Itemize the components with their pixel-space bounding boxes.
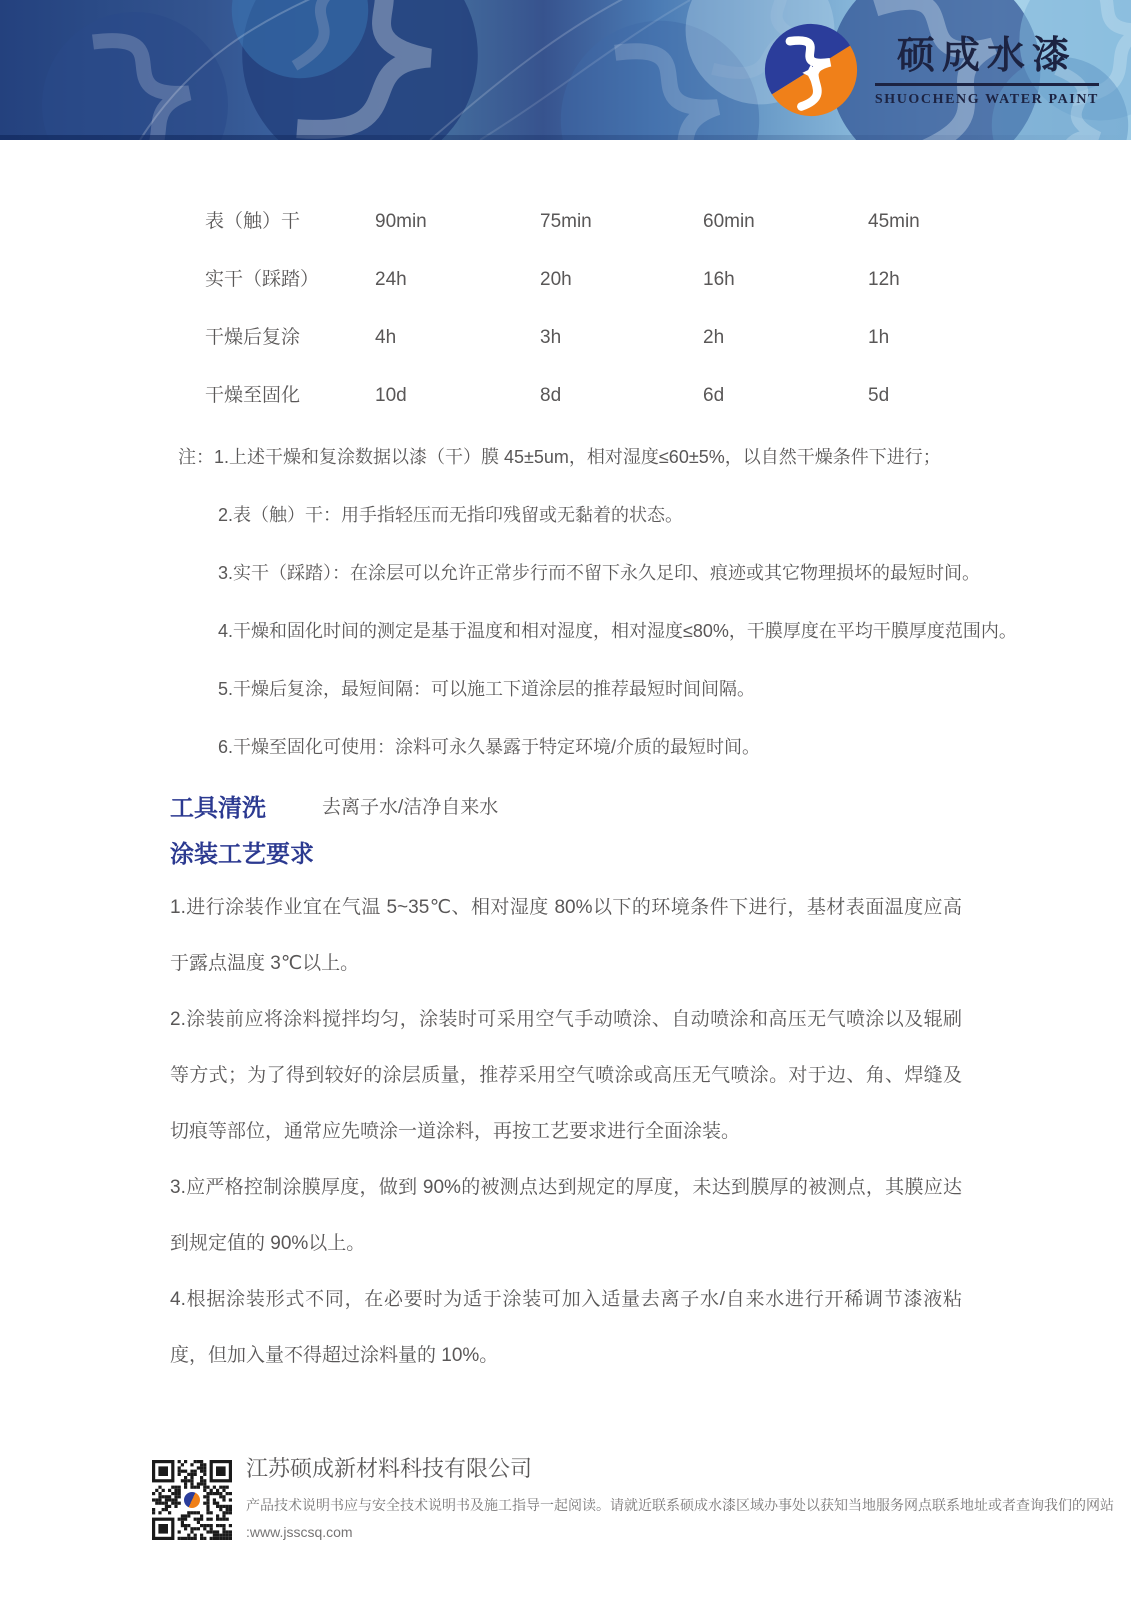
drying-value: 75min <box>540 211 592 232</box>
brand-emblem-icon <box>763 22 859 118</box>
drying-value: 10d <box>375 385 407 406</box>
process-paragraph: 3.应严格控制涂膜厚度，做到 90%的被测点达到规定的厚度，未达到膜厚的被测点，其膜应达到规定值的 90%以上。 <box>170 1177 962 1254</box>
tool-cleaning-row <box>170 784 962 826</box>
footer-text <box>246 1446 1131 1546</box>
drying-value: 20h <box>540 269 572 290</box>
tool-cleaning-title: 工具清洗 <box>170 794 266 822</box>
note-prefix: 注： <box>178 447 214 467</box>
drying-value: 60min <box>703 211 755 232</box>
notes-block <box>170 428 1017 776</box>
drying-row-label: 干燥至固化 <box>205 385 301 406</box>
note-item: 3.实干（踩踏）：在涂层可以允许正常步行而不留下永久足印、痕迹或其它物理损坏的最短时间。 <box>218 563 981 583</box>
header-banner <box>0 0 1131 140</box>
drying-value: 8d <box>540 385 562 406</box>
drying-value: 1h <box>868 327 890 348</box>
drying-value: 45min <box>868 211 920 232</box>
table-row <box>170 309 962 367</box>
note-text: 1.上述干燥和复涂数据以漆（干）膜 45±5um，相对湿度≤60±5%，以自然干燥条件下进行； <box>214 447 941 467</box>
page-content <box>0 140 1131 1384</box>
note-item: 5.干燥后复涂，最短间隔：可以施工下道涂层的推荐最短时间间隔。 <box>218 679 756 699</box>
note-item: 4.干燥和固化时间的测定是基于温度和相对湿度，相对湿度≤80%，干膜厚度在平均干膜厚度范围内。 <box>218 621 1017 641</box>
drying-value: 5d <box>868 385 890 406</box>
qr-code <box>152 1458 232 1542</box>
process-paragraph: 1.进行涂装作业宜在气温 5~35℃、相对湿度 80%以下的环境条件下进行，基材表面温度应高于露点温度 3℃以上。 <box>170 897 962 974</box>
drying-row-label: 表（触）干 <box>205 211 301 232</box>
drying-value: 2h <box>703 327 725 348</box>
brand-name-cn: 硕成水漆 <box>875 33 1099 86</box>
drying-value: 12h <box>868 269 900 290</box>
brand-logo <box>763 22 1099 118</box>
tool-cleaning-value: 去离子水/洁净自来水 <box>322 796 499 818</box>
process-paragraph: 2.涂装前应将涂料搅拌均匀，涂装时可采用空气手动喷涂、自动喷涂和高压无气喷涂以及辊刷等方式；为了得到较好的涂层质量，推荐采用空气喷涂或高压无气喷涂。对于边、角、焊缝及切痕等部位，通常应先喷涂一道涂料，再按工艺要求进行全面涂装。 <box>170 1009 962 1142</box>
drying-value: 4h <box>375 327 397 348</box>
qr-center-emblem-icon <box>182 1490 202 1510</box>
footer-disclaimer: 产品技术说明书应与安全技术说明书及施工指导一起阅读。请就近联系硕成水漆区域办事处以获知当地服务网点联系地址或者查询我们的网站 :www.jsscsq.com <box>246 1497 1114 1540</box>
process-paragraph: 4.根据涂装形式不同，在必要时为适于涂装可加入适量去离子水/自来水进行开稀调节漆液粘度，但加入量不得超过涂料量的 10%。 <box>170 1289 962 1366</box>
note-item: 6.干燥至固化可使用：涂料可永久暴露于特定环境/介质的最短时间。 <box>218 737 761 757</box>
drying-value: 24h <box>375 269 407 290</box>
company-name: 江苏硕成新材料科技有限公司 <box>246 1456 533 1481</box>
process-section-title: 涂装工艺要求 <box>170 841 314 868</box>
drying-value: 16h <box>703 269 735 290</box>
drying-value: 90min <box>375 211 427 232</box>
note-item: 2.表（触）干：用手指轻压而无指印残留或无黏着的状态。 <box>218 505 684 525</box>
brand-name-en: SHUOCHENG WATER PAINT <box>874 91 1099 107</box>
page-footer <box>152 1446 1131 1546</box>
drying-row-label: 实干（踩踏） <box>205 269 320 290</box>
process-paragraphs <box>170 880 962 1384</box>
drying-row-label: 干燥后复涂 <box>205 327 301 348</box>
drying-value: 3h <box>540 327 562 348</box>
note-item <box>170 428 962 486</box>
table-row <box>170 367 962 425</box>
drying-time-table <box>170 193 962 425</box>
table-row <box>170 193 962 251</box>
table-row <box>170 251 962 309</box>
drying-value: 6d <box>703 385 725 406</box>
